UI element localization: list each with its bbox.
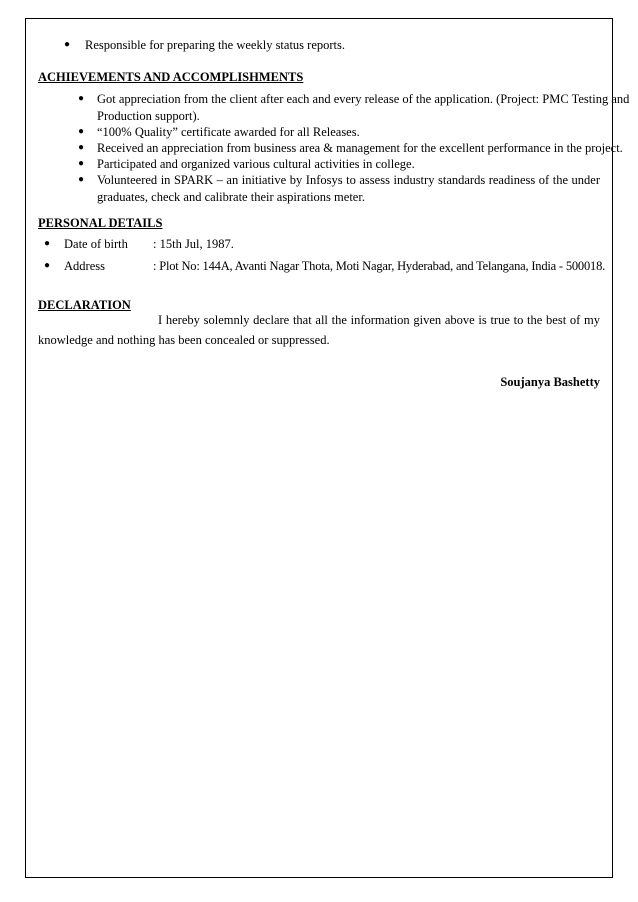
bullet-icon: ● xyxy=(78,126,85,137)
declaration-line2: knowledge and nothing has been concealed or suppressed. xyxy=(38,333,330,347)
achievement-item-1-line2: Production support). xyxy=(97,109,200,123)
dob-value: : 15th Jul, 1987. xyxy=(153,237,234,251)
achievements-heading: ACHIEVEMENTS AND ACCOMPLISHMENTS xyxy=(38,70,304,84)
achievement-item-3: Received an appreciation from business area & management for the excellent performance in the project. xyxy=(97,141,623,155)
bullet-icon: ● xyxy=(64,39,71,50)
dob-label: Date of birth xyxy=(64,237,128,251)
achievement-item-4: Participated and organized various cultural activities in college. xyxy=(97,157,415,171)
address-label: Address xyxy=(64,259,105,273)
declaration-heading: DECLARATION xyxy=(38,298,131,312)
bullet-icon: ● xyxy=(44,260,51,271)
personal-details-heading: PERSONAL DETAILS xyxy=(38,216,163,230)
bullet-icon: ● xyxy=(44,238,51,249)
achievement-item-1-line1: Got appreciation from the client after each and every release of the application. (Project: PMC Testing and xyxy=(97,92,630,106)
bullet-icon: ● xyxy=(78,158,85,169)
signature-name: Soujanya Bashetty xyxy=(500,375,600,389)
achievement-item-2: “100% Quality” certificate awarded for all Releases. xyxy=(97,125,360,139)
address-value: : Plot No: 144A, Avanti Nagar Thota, Moti Nagar, Hyderabad, and Telangana, India - 500018. xyxy=(153,259,606,273)
bullet-icon: ● xyxy=(78,93,85,104)
top-list-item: Responsible for preparing the weekly status reports. xyxy=(85,38,346,52)
declaration-line1: I hereby solemnly declare that all the information given above is true to the best of my xyxy=(158,313,600,327)
bullet-icon: ● xyxy=(78,142,85,153)
achievement-item-5-line1: Volunteered in SPARK – an initiative by Infosys to assess industry standards readiness of the under xyxy=(97,173,600,187)
achievement-item-5-line2: graduates, check and calibrate their aspirations meter. xyxy=(97,190,365,204)
bullet-icon: ● xyxy=(78,174,85,185)
